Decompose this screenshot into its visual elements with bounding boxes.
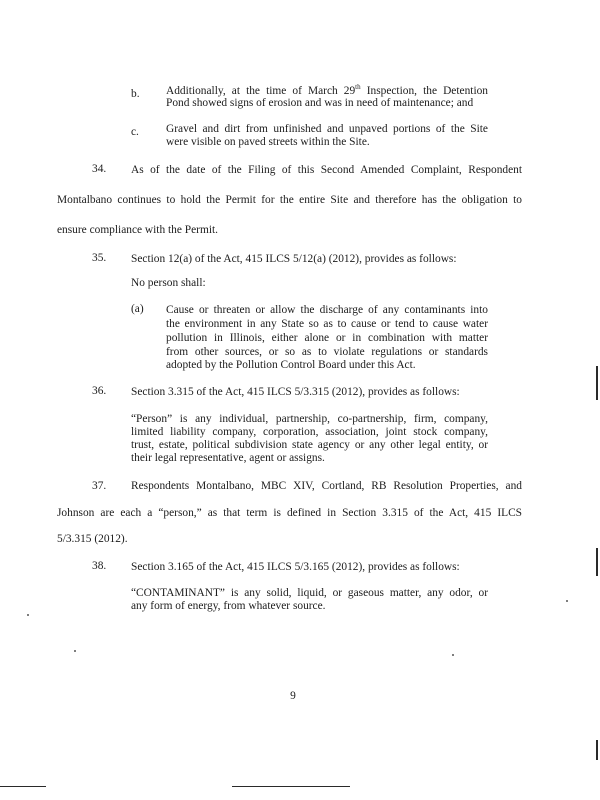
clause-a-line-2: the environment in any State so as to cause or tend to cause water bbox=[166, 318, 488, 330]
paragraph-37-number: 37. bbox=[92, 480, 107, 492]
scan-speck bbox=[566, 600, 568, 602]
clause-a-line-1: Cause or threaten or allow the discharge of any contaminants into bbox=[166, 304, 488, 316]
item-b-label: b. bbox=[131, 88, 140, 100]
page-number: 9 bbox=[290, 690, 296, 702]
paragraph-34-line-1: As of the date of the Filing of this Second Amended Complaint, Respondent bbox=[131, 164, 522, 176]
scan-edge-mark bbox=[596, 740, 598, 760]
scan-bottom-line bbox=[232, 786, 350, 787]
scan-bottom-line bbox=[0, 786, 46, 787]
paragraph-38-quote-line-2: any form of energy, from whatever source. bbox=[131, 600, 326, 612]
paragraph-36-intro: Section 3.315 of the Act, 415 ILCS 5/3.315 (2012), provides as follows: bbox=[131, 386, 460, 398]
paragraph-37-line-3: 5/3.315 (2012). bbox=[57, 533, 128, 545]
paragraph-36-quote-line-3: trust, estate, political subdivision state agency or any other legal entity, or bbox=[131, 439, 488, 451]
clause-a-line-3: pollution in Illinois, either alone or in combination with matter bbox=[166, 332, 488, 344]
scan-speck bbox=[27, 614, 29, 616]
clause-a-label: (a) bbox=[131, 303, 144, 315]
scan-edge-mark bbox=[596, 548, 598, 576]
paragraph-37-line-2: Johnson are each a “person,” as that term is defined in Section 3.315 of the Act, 415 ILCS bbox=[57, 507, 522, 519]
item-c-line-1: Gravel and dirt from unfinished and unpaved portions of the Site bbox=[166, 123, 488, 135]
item-b-superscript: th bbox=[355, 83, 361, 92]
paragraph-34-number: 34. bbox=[92, 163, 107, 175]
paragraph-35-number: 35. bbox=[92, 252, 107, 264]
item-b-line-2: Pond showed signs of erosion and was in need of maintenance; and bbox=[166, 97, 474, 109]
item-c-label: c. bbox=[131, 126, 139, 138]
scan-speck bbox=[74, 650, 76, 652]
clause-a-line-4: from other sources, or so as to violate regulations or standards bbox=[166, 346, 488, 358]
item-b-text-pre: Additionally, at the time of March 29 bbox=[166, 85, 356, 97]
paragraph-36-quote-line-2: limited liability company, corporation, association, joint stock company, bbox=[131, 426, 488, 438]
item-c-line-2: were visible on paved streets within the Site. bbox=[166, 136, 370, 148]
paragraph-36-quote-line-1: “Person” is any individual, partnership, co-partnership, firm, company, bbox=[131, 413, 488, 425]
paragraph-35-sub-intro: No person shall: bbox=[131, 277, 206, 289]
paragraph-34-line-3: ensure compliance with the Permit. bbox=[57, 224, 219, 236]
paragraph-38-number: 38. bbox=[92, 560, 107, 572]
paragraph-36-number: 36. bbox=[92, 385, 107, 397]
scan-speck bbox=[452, 654, 454, 656]
clause-a-line-5: adopted by the Pollution Control Board under this Act. bbox=[166, 359, 416, 371]
scan-edge-mark bbox=[596, 366, 598, 400]
item-b-text-post: Inspection, the Detention bbox=[360, 85, 488, 97]
paragraph-34-line-2: Montalbano continues to hold the Permit for the entire Site and therefore has the obligation to bbox=[57, 194, 522, 206]
paragraph-37-line-1: Respondents Montalbano, MBC XIV, Cortland, RB Resolution Properties, and bbox=[131, 480, 522, 492]
paragraph-36-quote-line-4: their legal representative, agent or assigns. bbox=[131, 452, 325, 464]
paragraph-38-intro: Section 3.165 of the Act, 415 ILCS 5/3.165 (2012), provides as follows: bbox=[131, 561, 460, 573]
paragraph-38-quote-line-1: “CONTAMINANT” is any solid, liquid, or gaseous matter, any odor, or bbox=[131, 587, 488, 599]
paragraph-35-intro: Section 12(a) of the Act, 415 ILCS 5/12(a) (2012), provides as follows: bbox=[131, 253, 457, 265]
